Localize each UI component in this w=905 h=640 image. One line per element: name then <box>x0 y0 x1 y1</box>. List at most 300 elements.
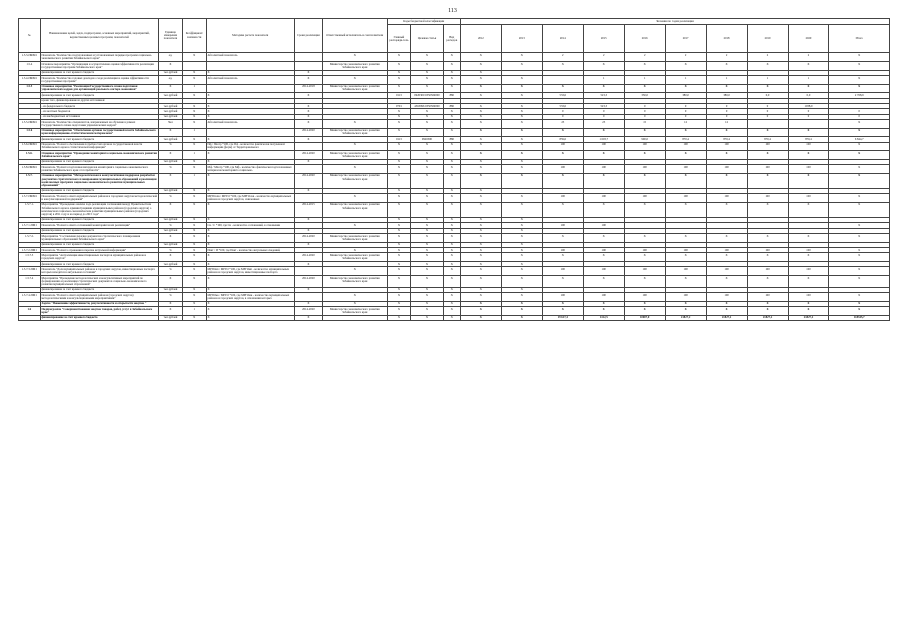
cell-no: 1.5.8-ПФМ1 <box>19 165 41 174</box>
cell-resp: X <box>322 75 387 84</box>
cell-vr: X <box>443 84 460 93</box>
cell-year: X <box>501 247 542 252</box>
cell-year: X <box>501 267 542 276</box>
col-coef: Коэффициент значимости <box>182 19 206 53</box>
cell-grbs: X <box>387 307 411 316</box>
cell-total: X <box>829 142 890 151</box>
cell-year: X <box>583 307 624 316</box>
col-year: 2014 <box>542 25 583 53</box>
cell-method: X <box>206 253 294 262</box>
cell-year: X <box>624 234 665 243</box>
cell-year: 100 <box>788 194 829 203</box>
cell-csr: X <box>411 223 443 228</box>
cell-year: 523,3 <box>583 103 624 108</box>
cell-name: кроме того, финансирование из других источников: <box>40 98 159 103</box>
cell-name: Показатель "Количество подготовленных и установленных порядке программ социально-экономического развития Забайкальского края" <box>40 53 159 62</box>
cell-term: X <box>294 120 322 129</box>
cell-year: 100 <box>747 165 788 174</box>
cell-csr: X <box>411 114 443 119</box>
cell-unit: тыс.рублей <box>159 103 183 108</box>
cell-unit: тыс.рублей <box>159 287 183 292</box>
cell-name: Основное мероприятие "Реализация Государственного плана подготовки управленческих кадров для организаций реального сектора экономики" <box>40 84 159 93</box>
cell-year: X <box>665 128 706 137</box>
cell-year: 0 <box>665 109 706 114</box>
cell-total: X <box>829 234 890 243</box>
cell-csr: X <box>411 202 443 217</box>
cell-coef: X <box>182 293 206 302</box>
cell-year: X <box>665 275 706 287</box>
cell-year: X <box>460 137 501 142</box>
cell-year: 100 <box>583 165 624 174</box>
cell-name: Показатель "Количество годовых докладов о ходе реализации и оценке эффективности государственных программ" <box>40 75 159 84</box>
cell-unit: тыс.рублей <box>159 217 183 222</box>
cell-year: 0,0 <box>747 93 788 98</box>
cell-vr: X <box>443 287 460 292</box>
cell-unit: X <box>159 234 183 243</box>
cell-unit: % <box>159 293 183 302</box>
cell-term <box>294 293 322 302</box>
cell-year: 100 <box>542 267 583 276</box>
cell-year: X <box>665 151 706 160</box>
cell-unit: X <box>159 151 183 160</box>
col-year: 2013 <box>501 25 542 53</box>
cell-csr: X <box>411 261 443 266</box>
cell-coef: X <box>182 287 206 292</box>
cell-name: Показатель "Полнота подготовки материалов мониторинга социально-экономического развития Забайкальского края от потребности" <box>40 165 159 174</box>
cell-unit: тыс.рублей <box>159 93 183 98</box>
table-row <box>19 120 890 129</box>
cell-unit: % <box>159 267 183 276</box>
cell-year: 0 <box>542 109 583 114</box>
cell-csr: X <box>411 53 443 62</box>
col-no: № <box>19 19 41 53</box>
cell-term: X <box>294 109 322 114</box>
cell-csr: X <box>411 267 443 276</box>
cell-year: 0 <box>747 109 788 114</box>
table-row <box>19 53 890 62</box>
table-row <box>19 128 890 137</box>
cell-year: 100 <box>542 293 583 302</box>
cell-method: МРГОохв / МРГО *100, где МРГОохв - количество муниципальных районов и городских округов, охваченных <box>206 194 294 203</box>
cell-term: X <box>294 137 322 142</box>
cell-year: X <box>460 202 501 217</box>
cell-year: 10007,0 <box>624 315 665 320</box>
group-values: Значения по годам реализации <box>460 19 889 25</box>
cell-no: 1.5.7.2. <box>19 234 41 243</box>
cell-unit: % <box>159 194 183 203</box>
cell-year: X <box>501 84 542 93</box>
cell-grbs: X <box>387 247 411 252</box>
cell-vr: X <box>443 301 460 306</box>
cell-method: Абсолютный показатель <box>206 75 294 84</box>
cell-year: X <box>460 53 501 62</box>
cell-year: 1 <box>665 75 706 84</box>
cell-year: 100 <box>706 142 747 151</box>
cell-year: 100 <box>542 142 583 151</box>
cell-year: X <box>706 151 747 160</box>
cell-method: X <box>206 275 294 287</box>
col-year: 2017 <box>665 25 706 53</box>
cell-year: X <box>460 109 501 114</box>
cell-year: X <box>501 228 542 233</box>
cell-total: 2 768,9 <box>829 93 890 98</box>
cell-resp: Министерство экономического развития Забайкальского края <box>322 151 387 160</box>
cell-unit: тыс.рублей <box>159 261 183 266</box>
cell-csr: X <box>411 217 443 222</box>
cell-no: 1.5.7.4 <box>19 275 41 287</box>
cell-year: X <box>747 151 788 160</box>
cell-year: X <box>542 84 583 93</box>
cell-year: 100 <box>788 247 829 252</box>
col-year: 2018 <box>706 25 747 53</box>
cell-name: Основное мероприятие "Обеспечение органов государственной власти Забайкальского края информационно-статистическими материалами" <box>40 128 159 137</box>
cell-year: 21827,2 <box>788 315 829 320</box>
cell-year: X <box>501 128 542 137</box>
cell-year: X <box>501 114 542 119</box>
cell-resp: X <box>322 53 387 62</box>
cell-year: 1 <box>624 75 665 84</box>
cell-year: X <box>706 173 747 188</box>
cell-vr: 880 <box>443 137 460 142</box>
cell-coef: 1 <box>182 307 206 316</box>
cell-grbs: X <box>387 114 411 119</box>
cell-method: X <box>206 109 294 114</box>
cell-vr: X <box>443 217 460 222</box>
cell-grbs: X <box>387 194 411 203</box>
cell-year: 100 <box>706 293 747 302</box>
cell-method: Мф / Мпотр *100, где Мф - количество фактически подготовленных материалов мониторинга социально- <box>206 165 294 174</box>
cell-year: 0 <box>665 103 706 108</box>
cell-year: 21827,2 <box>747 315 788 320</box>
cell-year: X <box>788 253 829 262</box>
cell-csr: X <box>411 70 443 75</box>
cell-name: Мероприятие "Составление перечня документов стратегического планирования муниципальных образований Забайкальского края" <box>40 234 159 243</box>
cell-name: финансирование за счет краевого бюджета <box>40 159 159 164</box>
cell-name: финансирование за счет краевого бюджета <box>40 188 159 193</box>
cell-csr: X <box>411 151 443 160</box>
cell-year: 100 <box>583 142 624 151</box>
cell-grbs: X <box>387 242 411 247</box>
cell-unit: тыс.рублей <box>159 315 183 320</box>
table-row <box>19 75 890 84</box>
cell-unit: X <box>159 84 183 93</box>
cell-year: 100 <box>788 142 829 151</box>
cell-unit: X <box>159 202 183 217</box>
cell-year: 350,0 <box>624 93 665 98</box>
cell-year: X <box>583 61 624 70</box>
cell-year: X <box>460 159 501 164</box>
cell-year: 100 <box>706 247 747 252</box>
cell-csr: X <box>411 234 443 243</box>
cell-unit: тыс.рублей <box>159 228 183 233</box>
cell-grbs: X <box>387 53 411 62</box>
cell-coef: X <box>182 194 206 203</box>
cell-year: X <box>747 234 788 243</box>
cell-csr: X <box>411 142 443 151</box>
cell-csr: X <box>411 275 443 287</box>
cell-resp: Министерство экономического развития Забайкальского края <box>322 202 387 217</box>
cell-year: X <box>624 301 665 306</box>
cell-term <box>294 142 322 151</box>
cell-year: X <box>706 61 747 70</box>
cell-year: X <box>583 234 624 243</box>
cell-year: X <box>501 242 542 247</box>
cell-year: X <box>665 253 706 262</box>
cell-year: X <box>788 128 829 137</box>
cell-year: X <box>788 275 829 287</box>
cell-name: - из местных бюджетов <box>40 109 159 114</box>
table-row <box>19 61 890 70</box>
cell-year: 2 <box>747 53 788 62</box>
cell-name: Показатель "Полнота охвата муниципальных районов и городских округов методологической и консультационной поддержкой" <box>41 193 158 202</box>
cell-vr: X <box>443 223 460 228</box>
cell-vr: X <box>443 151 460 160</box>
cell-year: X <box>501 275 542 287</box>
cell-year: X <box>788 301 829 306</box>
cell-year: 0 <box>624 109 665 114</box>
cell-name: Показатель "Количество специалистов, направленных на обучение в рамках Государственного плана подготовки управленческих кадров" <box>40 120 159 129</box>
cell-year: X <box>501 217 542 222</box>
cell-year: X <box>501 93 542 98</box>
cell-year: X <box>788 173 829 188</box>
cell-year: X <box>460 301 501 306</box>
cell-year: X <box>583 151 624 160</box>
cell-method: X <box>206 93 294 98</box>
cell-term: X <box>294 114 322 119</box>
cell-grbs: X <box>387 165 411 174</box>
cell-year: 100 <box>747 247 788 252</box>
cell-year: X <box>747 253 788 262</box>
cell-year: X <box>501 253 542 262</box>
page-number: 113 <box>448 8 457 14</box>
cell-csr: 4363996 0350569000 <box>411 103 443 108</box>
table-row <box>19 315 890 320</box>
cell-name: Задача "Повышение эффективности, результативности и открытости закупок " <box>40 301 159 306</box>
cell-grbs: 0113 <box>387 93 411 98</box>
cell-coef: X <box>182 247 206 252</box>
cell-grbs: X <box>387 301 411 306</box>
cell-year: X <box>501 223 542 228</box>
cell-year: X <box>460 228 501 233</box>
cell-year: X <box>747 128 788 137</box>
cell-coef: X <box>182 242 206 247</box>
cell-no: 1.5.7.4-ПМ1 <box>19 293 41 302</box>
cell-vr: X <box>443 202 460 217</box>
table-row <box>19 142 890 151</box>
cell-term: 2014-2018 <box>294 84 322 93</box>
cell-no: 1.6 <box>19 307 41 316</box>
cell-resp: Министерство экономического развития Забайкальского края <box>322 84 387 93</box>
cell-total: X <box>829 128 890 137</box>
col-vr: Вид расходов <box>443 25 460 53</box>
cell-year: X <box>788 151 829 160</box>
cell-year: X <box>624 307 665 316</box>
cell-year: 100 <box>665 267 706 276</box>
cell-year: 100 <box>624 247 665 252</box>
cell-year: X <box>460 275 501 287</box>
col-unit: Единица измерения показателя <box>159 19 183 53</box>
cell-year: 1 <box>583 75 624 84</box>
cell-unit: X <box>159 275 183 287</box>
cell-year: 100 <box>542 194 583 203</box>
cell-year: 1 <box>747 75 788 84</box>
cell-method: X <box>206 202 294 217</box>
cell-unit: % <box>159 247 183 252</box>
cell-year: X <box>460 234 501 243</box>
cell-total: X <box>829 53 890 62</box>
cell-term: 2014-2020 <box>294 253 322 262</box>
cell-name: Показатель "Доля муниципальных районов и городских округов, инвестиционные паспорта которых находятся в актуальном состоянии" <box>40 267 159 276</box>
cell-coef: 1 <box>182 84 206 93</box>
cell-csr: X <box>411 159 443 164</box>
cell-year <box>788 120 829 129</box>
cell-vr: X <box>443 293 460 302</box>
cell-year: X <box>542 307 583 316</box>
cell-term: 2014-2015 <box>294 202 322 217</box>
cell-csr: X <box>411 287 443 292</box>
cell-year: 100 <box>747 267 788 276</box>
cell-total: X <box>829 247 890 252</box>
cell-year: 25 <box>542 120 583 129</box>
col-csr: Целевая статья <box>411 25 443 53</box>
cell-name: финансирование за счет краевого бюджета <box>40 287 159 292</box>
cell-year: 100 <box>665 194 706 203</box>
col-total: Итого <box>829 25 890 53</box>
cell-coef: X <box>182 223 206 228</box>
cell-year: X <box>788 234 829 243</box>
cell-vr: 880 <box>443 103 460 108</box>
cell-year: X <box>501 75 542 84</box>
cell-grbs: X <box>387 120 411 129</box>
cell-grbs: X <box>387 287 411 292</box>
cell-year: X <box>501 293 542 302</box>
cell-vr: 880 <box>443 93 460 98</box>
cell-csr: X <box>411 247 443 252</box>
cell-grbs: 0701 <box>387 103 411 108</box>
cell-grbs: X <box>387 275 411 287</box>
cell-year: X <box>460 103 501 108</box>
cell-total: X <box>829 165 890 174</box>
cell-year: X <box>460 217 501 222</box>
cell-coef <box>182 61 206 70</box>
cell-year: X <box>706 307 747 316</box>
cell-year: X <box>542 253 583 262</box>
cell-year: X <box>706 202 747 217</box>
cell-term: X <box>294 287 322 292</box>
cell-year: X <box>624 275 665 287</box>
cell-name: Подпрограмма "Совершенствование закупок товаров, работ, услуг в Забайкальском крае" <box>40 307 159 316</box>
cell-year: X <box>460 165 501 174</box>
cell-csr: X <box>411 120 443 129</box>
cell-unit: тыс.рублей <box>159 109 183 114</box>
cell-csr: X <box>411 307 443 316</box>
cell-csr: X <box>411 253 443 262</box>
cell-no: 1.5.4 <box>19 61 41 70</box>
cell-year: 100 <box>788 293 829 302</box>
cell-year: X <box>501 194 542 203</box>
cell-unit: X <box>159 301 183 306</box>
cell-total: X <box>829 84 890 93</box>
cell-method: X <box>206 301 294 306</box>
cell-coef: X <box>182 103 206 108</box>
cell-year: 0 <box>542 114 583 119</box>
cell-year: X <box>624 151 665 160</box>
cell-year: X <box>747 307 788 316</box>
cell-term: X <box>294 93 322 98</box>
cell-coef: X <box>182 165 206 174</box>
cell-year: X <box>665 202 706 217</box>
cell-year: 12 <box>706 120 747 129</box>
table-row <box>19 275 890 287</box>
cell-year: 100 <box>788 267 829 276</box>
cell-year: X <box>501 165 542 174</box>
cell-vr: X <box>443 267 460 276</box>
cell-year: 100 <box>542 165 583 174</box>
cell-resp: X <box>322 223 387 228</box>
cell-year: X <box>624 173 665 188</box>
cell-year: 100 <box>706 194 747 203</box>
cell-name: финансирование за счет краевого бюджета <box>40 70 159 75</box>
cell-no: 1.5.7-ПФМ1 <box>19 194 41 203</box>
cell-total: X <box>829 202 890 217</box>
cell-unit: X <box>159 61 183 70</box>
cell-year: 100 <box>747 142 788 151</box>
cell-year: X <box>706 301 747 306</box>
cell-year: 523,3 <box>583 93 624 98</box>
cell-year: X <box>460 61 501 70</box>
cell-vr: X <box>443 120 460 129</box>
cell-year: X <box>788 307 829 316</box>
cell-year: 380,0 <box>706 93 747 98</box>
cell-name: финансирование за счет краевого бюджета <box>40 228 159 233</box>
cell-year: X <box>624 61 665 70</box>
cell-grbs: X <box>387 70 411 75</box>
cell-resp <box>322 315 387 320</box>
cell-year: X <box>460 315 501 320</box>
cell-term: X <box>294 242 322 247</box>
cell-term: X <box>294 188 322 193</box>
cell-grbs: X <box>387 228 411 233</box>
cell-method: X <box>206 137 294 142</box>
cell-vr: X <box>443 253 460 262</box>
cell-total: X <box>829 301 890 306</box>
cell-unit: тыс.рублей <box>159 188 183 193</box>
cell-year: 0 <box>706 109 747 114</box>
cell-year: X <box>788 202 829 217</box>
cell-method: X <box>206 173 294 188</box>
cell-total: X <box>829 267 890 276</box>
cell-unit: Чел <box>159 120 183 129</box>
cell-vr: X <box>443 109 460 114</box>
cell-method: X <box>206 151 294 160</box>
cell-year: X <box>501 137 542 142</box>
cell-vr: X <box>443 261 460 266</box>
cell-total: X <box>829 223 890 228</box>
cell-vr: X <box>443 128 460 137</box>
cell-grbs: X <box>387 109 411 114</box>
cell-unit: X <box>159 128 183 137</box>
cell-grbs: X <box>387 315 411 320</box>
cell-total: X <box>829 307 890 316</box>
cell-year: 12 <box>665 120 706 129</box>
cell-year: 100 <box>747 293 788 302</box>
cell-year: X <box>460 173 501 188</box>
cell-grbs: X <box>387 217 411 222</box>
cell-name: Показатель "Полнота охвата соглашений мониторингом их реализации" <box>40 223 159 228</box>
cell-year: X <box>665 173 706 188</box>
cell-vr: X <box>443 70 460 75</box>
cell-grbs: X <box>387 234 411 243</box>
